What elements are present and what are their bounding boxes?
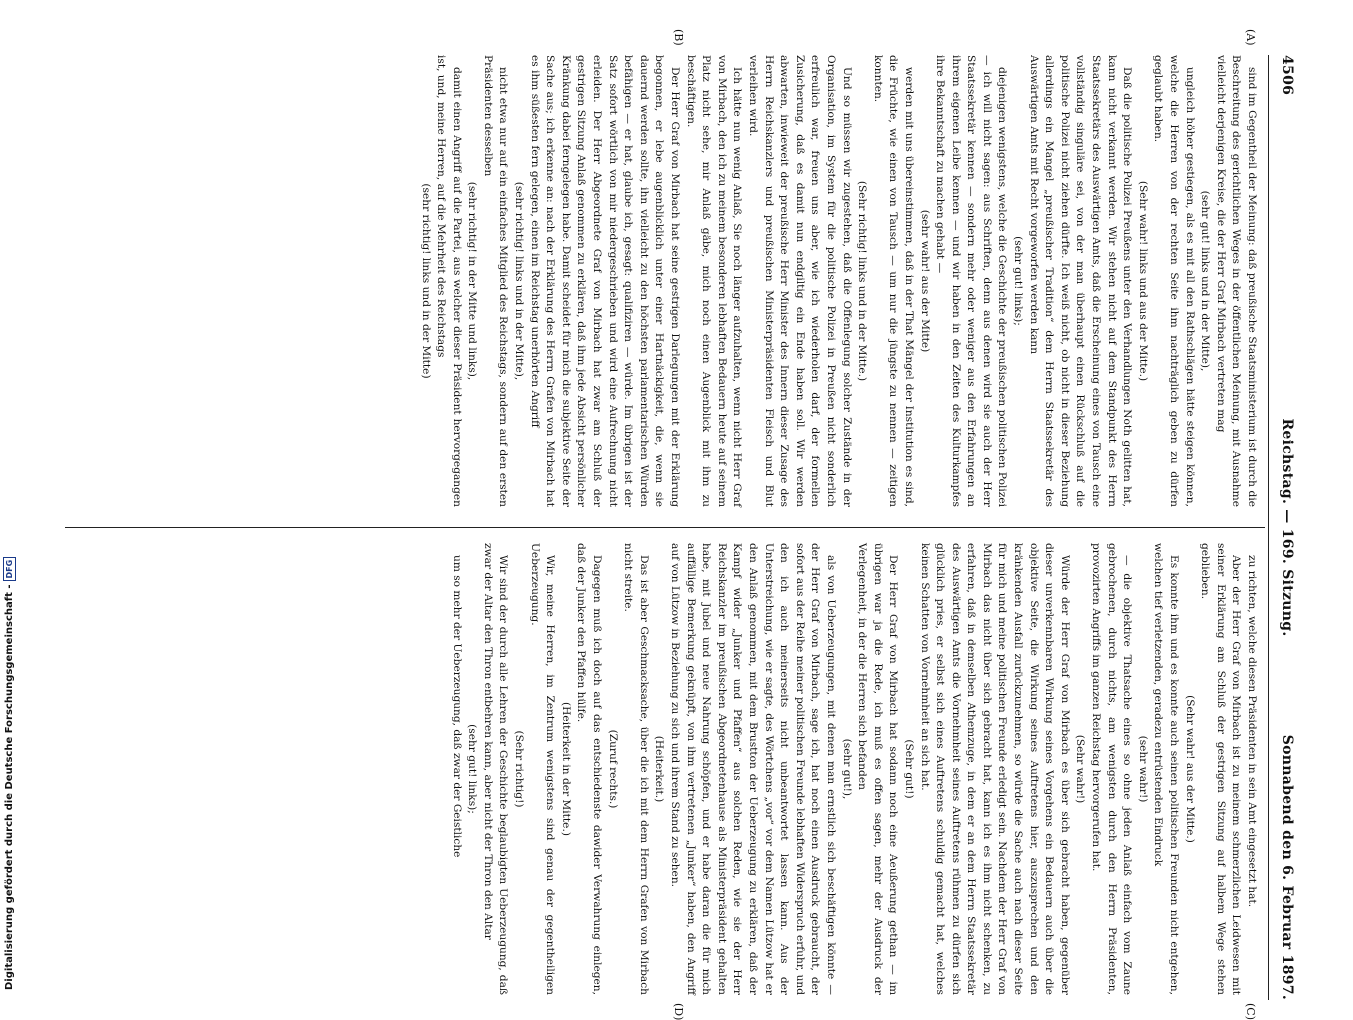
column-divider	[65, 527, 1265, 528]
paragraph: Daß die politische Polizei Preußens unter den Verhandlungen Noth gelitten hat, kann nicht verkannt werden. Wir stehen nicht auf dem Standpunkt des Herrn Staatssekretärs des Auswärtigen Amts, daß die Erscheinung eines von Tausch eine vollständig singuläre sei, von der man überhaupt einen Rückschluß auf die politische Polizei nicht ziehen dürfte. Ich weiß nicht, ob nicht in dieser Beziehung allerdings ein Mangel „preußischer Tradition“ dem Herrn Staatssekretär des Auswärtigen Amts mit Recht vorgeworfen werden kann	[1027, 55, 1134, 507]
paragraph: — die objektive Thatsache eines so ohne jeden Anlaß einfach vom Zaune gebrochenen, durch nichts, am wenigsten durch den Herrn Präsidenten, provozirten Angriffs im ganzen Reichstag hervorgerufen hat.	[1090, 543, 1134, 995]
interjection: (Sehr wahr!)	[1074, 734, 1087, 804]
interjection: (Sehr wahr! aus der Mitte.)	[1183, 695, 1196, 843]
digitization-credit	[2, 559, 20, 990]
margin-marker-b: (B)	[672, 29, 685, 46]
paragraph: als von Ueberzeugungen, mit denen man ernstlich sich beschäftigen könnte — der Herr Graf von Mirbach, sage ich, hat noch einen Ausdruck gebraucht, der sofort aus der Reihe meiner politischen Freunde lebhaften Widerspruch erfuhr, und den ich auch meinerseits nicht unbeantwortet lassen kann. Aus der Unterstreichung, wie er sagte, des Wörtchens „vor“ vor dem Namen Lützow hat er den Anlaß genommen, mit dem Brustton der Ueberzeugung zu erklären, daß der Kampf wider „Junker und Pfaffen“ aus solchen Reden, wie sie der Herr Reichskanzler im preußischen Abgeordnetenhause als Ministerpräsident gehalten habe, mit Jubel und neue Nahrung schöpfen, und er habe daran die für mich auffällige Bemerkung geknüpft, von ihm vertretenen „Junker“ haben, den Angriff auf von Lützow in Beziehung zu sich und ihrem Stand zu sehen.	[669, 543, 837, 995]
interjection: (sehr gut! links);	[466, 724, 479, 814]
paragraph: werden mit uns übereinstimmen, daß in der That Mängel der Institution es sind, die Früchte, wie einen von Tausch — um nur die jüngste zu nennen — zeitigen konnten.	[871, 55, 915, 507]
interjection: (Sehr richtig!)	[513, 730, 526, 808]
interjection: (Heiterkeit in der Mitte.)	[559, 702, 572, 836]
paragraph: ungleich höher gestiegen, als es mit all den Rathschlägen hätte steigen können, welche die Herren von der rechten Seite ihm nachträglich geben zu dürfen geglaubt haben.	[1152, 55, 1196, 507]
interjection: (sehr richtig! links und in der Mitte)	[419, 183, 432, 379]
rotated-document-page	[55, 29, 1295, 1020]
paragraph: Und so müssen wir zugestehen, daß die Offenlegung solcher Zustände in der Organisation, im System für die politische Polizei in Preußen nicht sonderlich erfreulich war, freuen uns aber, wie ich wiederholen darf, der formellen Zusicherung, daß es damit nun endgiltig ein Ende haben soll. Wir werden abwarten, inwieweit der preußische Herr Minister des Innern dieser Zusage des Herrn Reichskanzlers und preußischen Ministerpräsidenten Fleisch und Blut verleihen wird.	[747, 55, 853, 507]
paragraph: sind im Gegentheil der Meinung: daß preußische Staatsministerium ist durch die Beschreitung des gerichtlichen Weges in der öffentlichen Meinung, mit Ausnahme vielleicht derjenigen Kreise, die der Herr Graf Mirbach vertreten mag	[1214, 55, 1258, 507]
paragraph: Wir, meine Herren, im Zentrum wenigstens sind genau der gegentheiligen Ueberzeugung.	[528, 543, 557, 995]
paragraph: Das ist aber Geschmacksache, über die ich mit dem Herrn Grafen von Mirbach nicht streite.	[622, 543, 650, 995]
paragraph: Wir sind der durch alle Lehren der Geschichte beglaubigten Ueberzeugung, daß zwar der Altar den Thron entbehren kann, aber nicht der Thron den Altar	[481, 543, 510, 995]
paragraph: nicht etwa nur auf ein einfaches Mitglied des Reichstags, sondern auf den ersten Präsidenten desselben	[481, 55, 510, 507]
interjection: (sehr wahr! aus der Mitte)	[918, 209, 931, 353]
paragraph: zu richten, welche diesen Präsidenten in sein Amt eingesetzt hat.	[1246, 555, 1258, 908]
interjection: (Zuruf rechts.)	[606, 729, 619, 809]
interjection: (Sehr gut!)	[902, 739, 915, 799]
running-head	[1271, 55, 1295, 1000]
paragraph: Es konnte ihm und es konnte auch seinen politischen Freunden nicht entgehen, welchen tief verletzenden, geradezu entrüstenden Eindruck	[1152, 543, 1181, 995]
interjection: (sehr wahr!)	[1136, 735, 1149, 803]
paragraph: damit einen Angriff auf die Partei, aus welcher dieser Präsident hervorgegangen ist, und, meine Herren, auf die Mehrheit des Reichstags	[435, 55, 463, 507]
session-title: Reichstag. — 169. Sitzung.	[1279, 418, 1295, 637]
margin-marker-d: (D)	[672, 1003, 685, 1020]
paragraph: diejenigen wenigstens, welche die Geschichte der preußischen politischen Polizei — ich will nicht sagen: aus Schriften, denn aus denen wird sie auch der Herr Staatssekretär kennen — sondern mehr oder weniger aus den Erfahrungen an ihrem eigenen Leibe kennen — und wir haben in den Zeiten des Kulturkampfes ihre Bekanntschaft zu machen gehabt —	[934, 55, 1009, 507]
interjection: (Sehr richtig! links und in der Mitte.)	[856, 180, 869, 382]
paragraph: Dagegen muß ich doch auf das entschiedenste dawider Verwahrung einlegen, daß der Junker den Pfaffen hülfe.	[575, 543, 604, 995]
interjection: (sehr richtig! in der Mitte und links),	[466, 181, 479, 381]
left-text-column	[417, 55, 1259, 507]
right-text-column	[448, 543, 1259, 995]
margin-marker-c: (C)	[1244, 1003, 1257, 1020]
header-rule	[1268, 55, 1269, 1000]
digitization-credit-band	[0, 559, 18, 1000]
paragraph: um so mehr der Ueberzeugung, daß zwar der Geistliche	[450, 555, 463, 858]
credit-text: Digitalisierung gefördert durch die Deutsche Forschungsgemeinschaft -	[4, 584, 15, 990]
paragraph: Der Herr Graf von Mirbach hat sodann noch eine Aeußerung gethan — im übrigen war ja die Rede, ich muß es offen sagen, mehr der Ausdruck der Verlegenheit, in der die Herren sich befanden	[856, 543, 900, 995]
interjection: (sehr gut!),	[840, 738, 853, 800]
interjection: (sehr richtig! links und in der Mitte),	[513, 181, 526, 381]
paragraph: Würde der Herr Graf von Mirbach es über sich gebracht haben, gegenüber dieser unverkennbaren Wirkung seines Vorgehens ein Bedauern auch über die objektive Seite, die Wirkung seines Auftretens hier, auszusprechen und den kränkenden Ausfall zurückzunehmen, so würde die Sache auch nach dieser Seite für mich und meine politischen Freunde erledigt sein. Nachdem der Herr Graf von Mirbach das nicht über sich gebracht hat, kann ich es ihm nicht schenken, zu erfahren, daß in demselben Athemzuge, in dem er an dem Herrn Staatssekretär des Auswärtigen Amts die Vornehmheit seines Auftretens rühmen zu dürfen sich glücklich pries, er selbst sich eines Auftretens schuldig gemacht hat, welches keinen Schatten von Vornehmheit an sich hat.	[918, 543, 1071, 995]
paragraph: Ich hätte nun wenig Anlaß, Sie noch länger aufzuhalten, wenn nicht Herr Graf von Mirbach, den ich zu meinem besonderen lebhaften Bedauern heute auf seinem Platz nicht sehe, mir Anlaß gäbe, mich noch einen Augenblick mit ihm zu beschäftigen.	[684, 55, 744, 507]
session-date: Sonnabend den 6. Februar 1897.	[1279, 734, 1295, 1000]
interjection: (sehr gut! links und in der Mitte),	[1199, 190, 1212, 372]
interjection: (sehr gut! links);	[1012, 236, 1025, 326]
margin-marker-a: (A)	[1244, 29, 1257, 46]
page-number: 4506	[1279, 55, 1295, 96]
interjection: (Heiterkeit.)	[653, 735, 666, 803]
interjection: (Sehr wahr! links und aus der Mitte.)	[1136, 180, 1149, 382]
dfg-logo-icon: DFG	[3, 557, 16, 582]
paragraph: Der Herr Graf von Mirbach hat seine gestrigen Darlegungen mit der Erklärung begonnen, er lebe augenblicklich unter einer Hartnäckigkeit, die, wenn sie dauernd werden sollte, ihn vielleicht zu den höchsten parlamentarischen Würden befähigen — er hat, glaube ich, gesagt: qualifiziren — würde. Im übrigen ist der Satz sofort wörtlich von mir niedergeschrieben und wird eine Aufrechnung nicht erleiden. Der Herr Abgeordnete Graf von Mirbach hat zwar am Schluß der gestrigen Sitzung Anlaß genommen zu erklären, daß ihm jede Absicht persönlicher Kränkung dabei ferngelegen habe. Damit scheidet für mich die subjektive Seite der Sache aus; ich erkenne an: nach der Erklärung des Herrn Grafen von Mirbach hat es ihm süßesten fern gelegen, einen im Reichstag unerhörten Angriff	[528, 55, 682, 507]
paragraph: Aber der Herr Graf von Mirbach ist zu meinem schmerzlichen Leidwesen mit seiner Erklärung am Schluß der gestrigen Sitzung auf halbem Wege stehen geblieben.	[1199, 543, 1243, 995]
